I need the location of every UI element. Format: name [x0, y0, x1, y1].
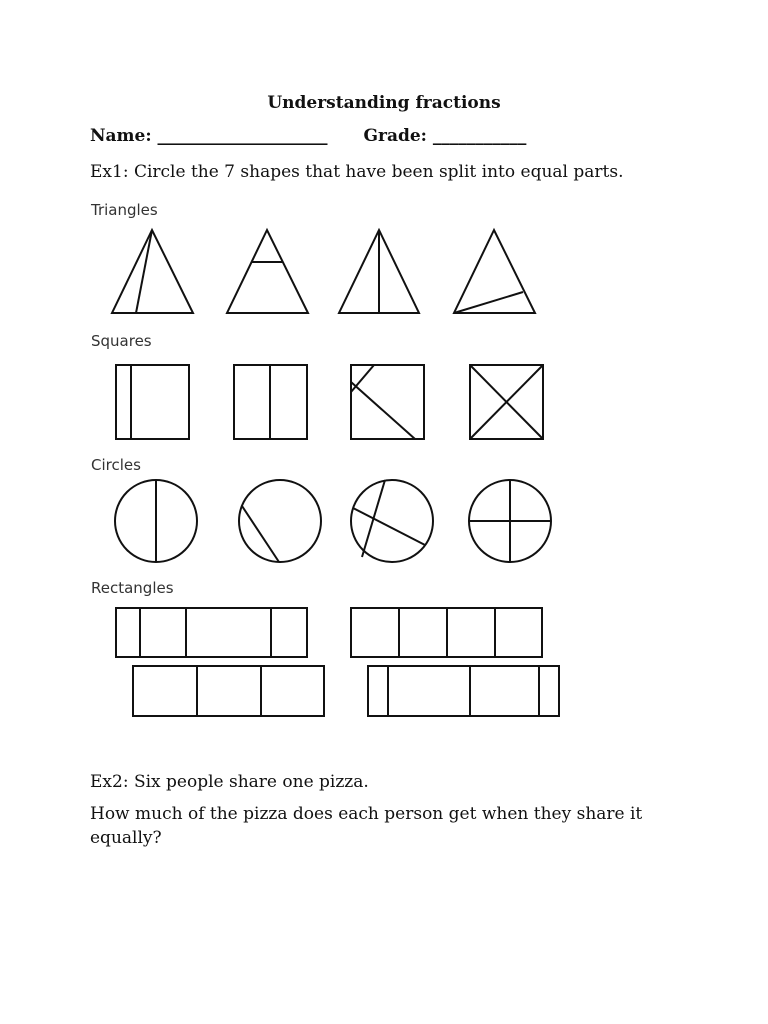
- section-label-rectangles: Rectangles: [91, 579, 174, 597]
- rectangle-shape-1[interactable]: [116, 608, 307, 657]
- triangle-shape-3[interactable]: [339, 230, 419, 313]
- circle-shape-2[interactable]: [239, 480, 321, 562]
- square-shape-4[interactable]: [470, 365, 543, 439]
- triangle-shape-1[interactable]: [112, 230, 193, 313]
- circle-shape-3[interactable]: [351, 480, 433, 562]
- section-label-squares: Squares: [91, 332, 152, 350]
- circle-shape-1[interactable]: [115, 480, 197, 562]
- ex2-title: Ex2: Six people share one pizza.: [90, 772, 369, 792]
- grade-field[interactable]: Grade: ___________: [363, 126, 527, 146]
- ex1-instruction: Ex1: Circle the 7 shapes that have been split into equal parts.: [90, 162, 624, 182]
- name-field[interactable]: Name: ____________________: [90, 126, 328, 146]
- square-shape-3[interactable]: [351, 365, 424, 439]
- section-label-triangles: Triangles: [91, 201, 158, 219]
- rectangle-shape-3[interactable]: [133, 666, 324, 716]
- rectangle-shape-4[interactable]: [368, 666, 559, 716]
- section-label-circles: Circles: [91, 456, 141, 474]
- circle-shape-4[interactable]: [469, 480, 551, 562]
- ex2-question: How much of the pizza does each person get when they share it equally?: [90, 804, 643, 848]
- square-shape-1[interactable]: [116, 365, 189, 439]
- square-shape-2[interactable]: [234, 365, 307, 439]
- triangle-shape-4[interactable]: [454, 230, 535, 313]
- worksheet-title: Understanding fractions: [267, 93, 501, 113]
- rectangle-shape-2[interactable]: [351, 608, 542, 657]
- triangle-shape-2[interactable]: [227, 230, 308, 313]
